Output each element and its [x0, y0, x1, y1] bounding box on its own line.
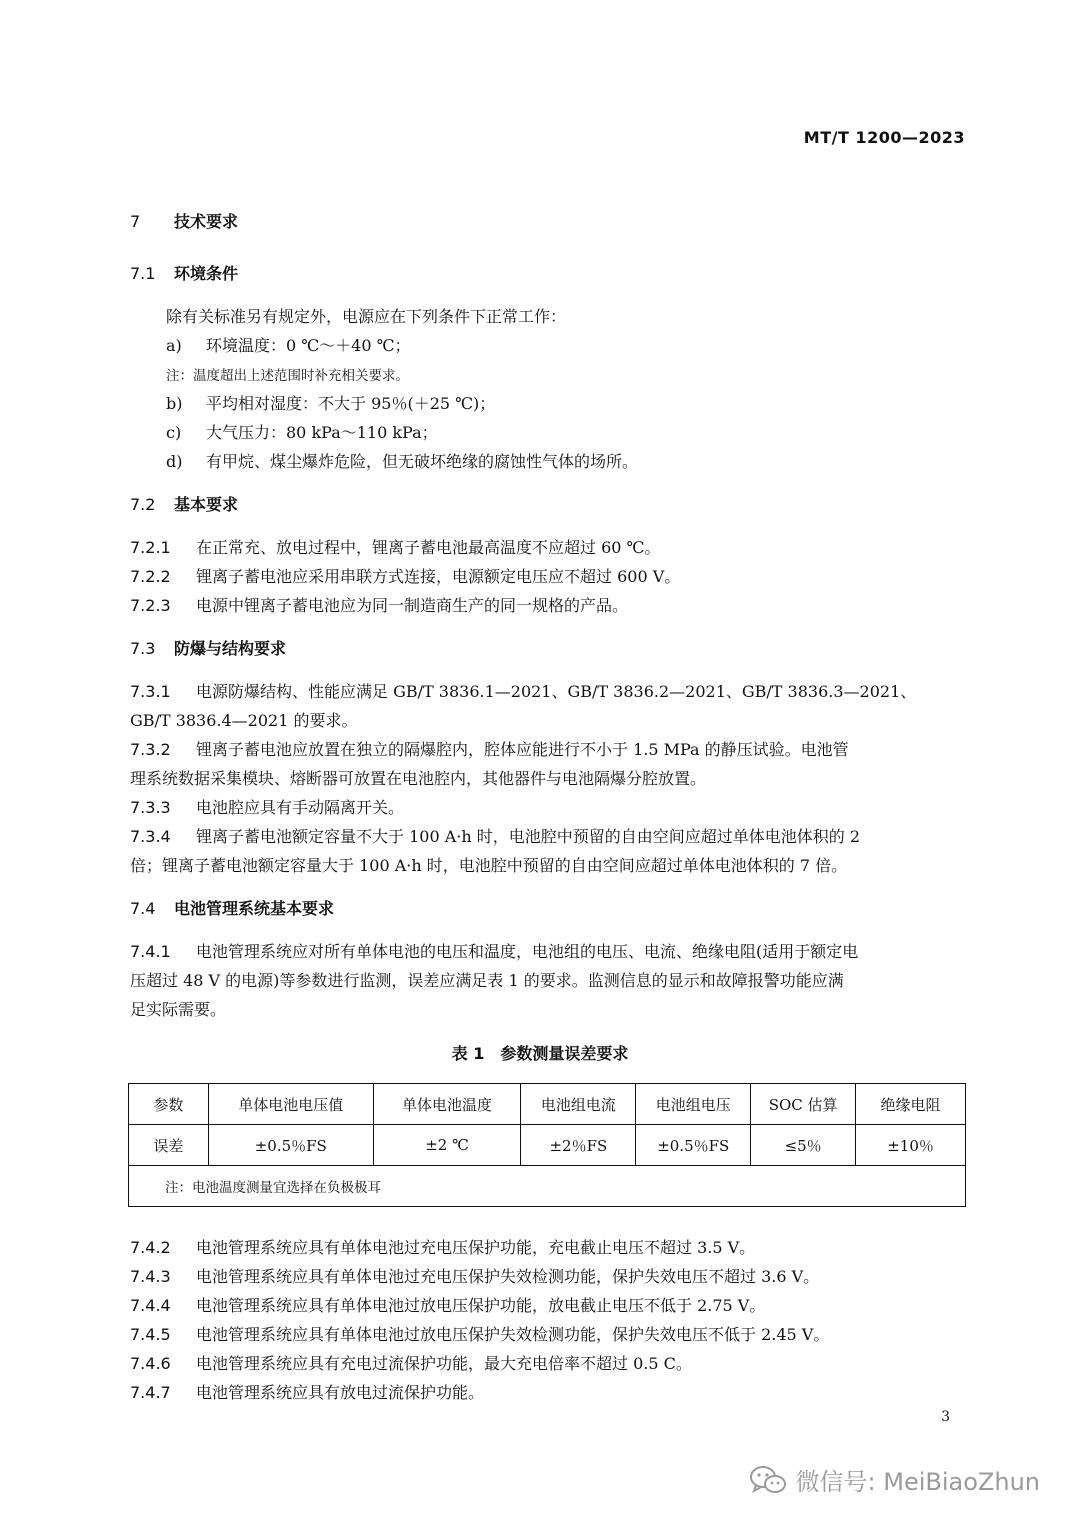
list-item-b: b) 平均相对湿度：不大于 95％(＋25 ℃)；: [166, 394, 496, 413]
list-item-a: a) 环境温度：0 ℃～＋40 ℃；: [166, 336, 411, 355]
watermark-text: 微信号: MeiBiaoZhun: [795, 1468, 1040, 1496]
section-7-2-heading: 7.2 基本要求: [130, 495, 239, 514]
clause-7-3-4: 7.3.4 锂离子蓄电池额定容量不大于 100 A·h 时，电池腔中预留的自由空间应超过单体电池体积的 2: [130, 827, 861, 846]
page-number: 3: [941, 1409, 950, 1425]
list-item-d: d) 有甲烷、煤尘爆炸危险，但无破坏绝缘的腐蚀性气体的场所。: [166, 452, 639, 471]
table-header-cell: 电池组电流: [521, 1084, 636, 1125]
table-cell: ±2 ℃: [373, 1125, 521, 1166]
section-7-1-heading: 7.1 环境条件: [130, 264, 239, 283]
clause-7-3-2: 7.3.2 锂离子蓄电池应放置在独立的隔爆腔内，腔体应能进行不小于 1.5 MPa 的静压试验。电池管: [130, 740, 849, 759]
note-temperature: 注：温度超出上述范围时补充相关要求。: [166, 368, 409, 384]
table-header-cell: 单体电池温度: [373, 1084, 521, 1125]
table-header-row: [129, 1084, 966, 1125]
table-cell: ≤5％: [751, 1125, 856, 1166]
clause-7-4-2: 7.4.2 电池管理系统应具有单体电池过充电压保护功能，充电截止电压不超过 3.5 V。: [130, 1238, 756, 1257]
table-cell: ±0.5％FS: [208, 1125, 373, 1166]
table-caption: 表 1 参数测量误差要求: [451, 1044, 629, 1063]
clause-7-3-2-cont: 理系统数据采集模块、熔断器可放置在电池腔内，其他器件与电池隔爆分腔放置。: [130, 769, 707, 788]
table-note: 注：电池温度测量宜选择在负极极耳: [129, 1166, 966, 1207]
section-7-1-intro: 除有关标准另有规定外，电源应在下列条件下正常工作：: [166, 307, 567, 326]
clause-7-3-1: 7.3.1 电源防爆结构、性能应满足 GB/T 3836.1—2021、GB/T 3836.2—2021、GB/T 3836.3—2021、: [130, 682, 917, 701]
standard-number: MT/T 1200—2023: [803, 128, 965, 147]
clause-7-2-3: 7.2.3 电源中锂离子蓄电池应为同一制造商生产的同一规格的产品。: [130, 596, 629, 615]
table-cell: ±2％FS: [521, 1125, 636, 1166]
clause-7-4-6: 7.4.6 电池管理系统应具有充电过流保护功能，最大充电倍率不超过 0.5 C。: [130, 1354, 692, 1373]
clause-7-2-2: 7.2.2 锂离子蓄电池应采用串联方式连接，电源额定电压应不超过 600 V。: [130, 567, 681, 586]
table-note-row: [129, 1166, 966, 1207]
clause-7-2-1: 7.2.1 在正常充、放电过程中，锂离子蓄电池最高温度不应超过 60 ℃。: [130, 538, 661, 557]
table-header-cell: 绝缘电阻: [856, 1084, 966, 1125]
clause-7-4-1: 7.4.1 电池管理系统应对所有单体电池的电压和温度，电池组的电压、电流、绝缘电阻(适用于额定电: [130, 942, 859, 961]
wechat-icon: [748, 1464, 788, 1496]
clause-7-4-7: 7.4.7 电池管理系统应具有放电过流保护功能。: [130, 1383, 485, 1402]
list-item-c: c) 大气压力：80 kPa～110 kPa；: [166, 423, 438, 442]
clause-7-3-4-cont: 倍；锂离子蓄电池额定容量大于 100 A·h 时，电池腔中预留的自由空间应超过单体电池体积的 7 倍。: [130, 856, 848, 875]
clause-7-4-1-cont2: 足实际需要。: [130, 1000, 227, 1019]
clause-7-3-1-cont: GB/T 3836.4—2021 的要求。: [130, 711, 358, 730]
clause-7-4-3: 7.4.3 电池管理系统应具有单体电池过充电压保护失效检测功能，保护失效电压不超过 3.6 V。: [130, 1267, 820, 1286]
table-header-cell: SOC 估算: [751, 1084, 856, 1125]
clause-7-4-4: 7.4.4 电池管理系统应具有单体电池过放电压保护功能，放电截止电压不低于 2.75 V。: [130, 1296, 766, 1315]
table-header-cell: 电池组电压: [636, 1084, 751, 1125]
watermark: [748, 1462, 1040, 1497]
clause-7-3-3: 7.3.3 电池腔应具有手动隔离开关。: [130, 798, 405, 817]
table-header-cell: 单体电池电压值: [208, 1084, 373, 1125]
parameter-error-table: [128, 1083, 966, 1207]
table-header-cell: 参数: [129, 1084, 209, 1125]
section-7-heading: 7 技术要求: [130, 212, 239, 231]
section-7-3-heading: 7.3 防爆与结构要求: [130, 639, 287, 658]
section-7-4-heading: 7.4 电池管理系统基本要求: [130, 899, 335, 918]
clause-7-4-1-cont: 压超过 48 V 的电源)等参数进行监测，误差应满足表 1 的要求。监测信息的显示和故障报警功能应满: [130, 971, 844, 990]
table-cell: ±0.5％FS: [636, 1125, 751, 1166]
table-cell: ±10％: [856, 1125, 966, 1166]
clause-7-4-5: 7.4.5 电池管理系统应具有单体电池过放电压保护失效检测功能，保护失效电压不低于 2.45 V。: [130, 1325, 830, 1344]
table-cell: 误差: [129, 1125, 209, 1166]
table-row: [129, 1125, 966, 1166]
